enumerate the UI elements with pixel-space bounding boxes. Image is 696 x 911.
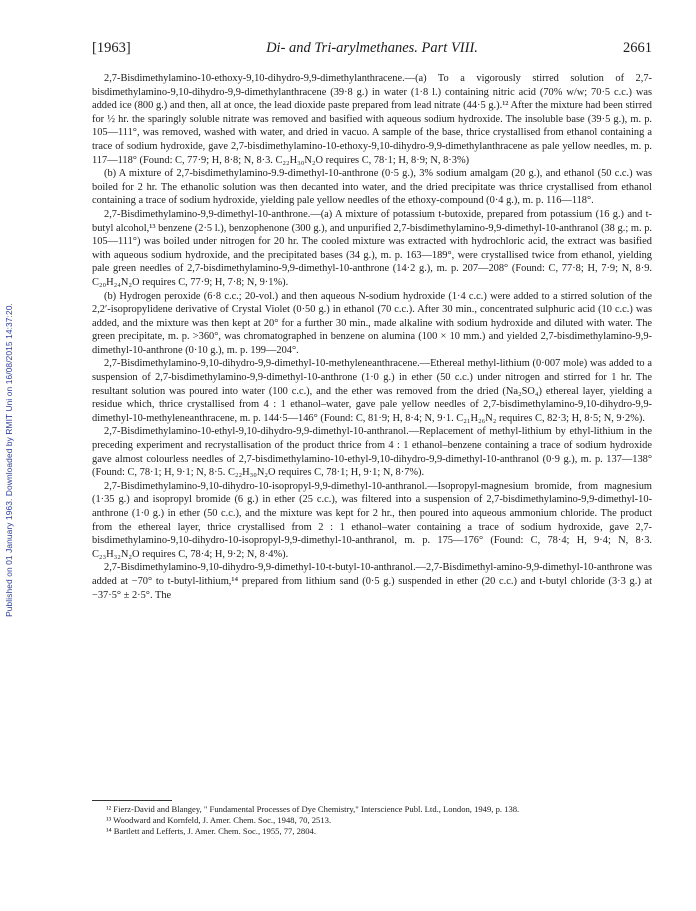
footnotes (92, 804, 652, 837)
paragraph: 2,7-Bisdimethylamino-9,9-dimethyl-10-anthrone.—(a) A mixture of potassium t-butoxide, prepared from potassium (16 g.) and t-butyl alcohol,¹³ benzene (2·5 l.), benzophenone (300 g.), and unpurified 2,7-bisdimethylamino-9,9-dimethyl-10-anthranol (38 g.; m. p. 105—111°) was boiled under nitrogen for 20 hr. The cooled mixture was extracted with hydrochloric acid, the extract was basified with aqueous sodium hydroxide, and the precipitated bases (34 g.), m. p. 163—189°, were crystallised twice from ethanol, yielding pale green needles of 2,7-bisdimethylamino-9,9-dimethyl-10-anthrone (14·2 g.), m. p. 207—208° (Found: C, 77·8; H, 7·9; N, 8·9. C₂₀H₂₄N₂O requires C, 77·9; H, 7·8; N, 9·1%). (92, 208, 652, 288)
provenance-text: Published on 01 January 1963. Downloaded by RMIT Uni on 16/08/2015 14:37:20. (4, 303, 14, 617)
paragraph: 2,7-Bisdimethylamino-9,10-dihydro-10-isopropyl-9,9-dimethyl-10-anthranol.—Isopropyl-magnesium bromide, from magnesium (1·35 g.) and isopropyl bromide (6 g.) in ether (25 c.c.), was filtered into a suspension of 2,7-bisdimethylamino-9,9-dimethyl-10-anthrone (1·0 g.) in ether (50 c.c.), and the mixture was kept for 2 hr., then poured into aqueous ammonium chloride. The product from the ethereal layer, thrice crystallised from 2 : 1 ethanol–water containing a trace of sodium hydroxide, gave 2,7-bisdimethylamino-9,10-dihydro-10-isopropyl-9,9-dimethyl-10-anthranol, m. p. 175—176° (Found: C, 78·4; H, 9·4; N, 8·3. C₂₃H₃₂N₂O requires C, 78·4; H, 9·2; N, 8·4%). (92, 480, 652, 560)
header-title: Di- and Tri-arylmethanes. Part VIII. (266, 40, 478, 56)
page-number: 2661 (623, 40, 652, 56)
paragraph: 2,7-Bisdimethylamino-9,10-dihydro-9,9-dimethyl-10-t-butyl-10-anthranol.—2,7-Bisdimethyl-amino-9,9-dimethyl-10-anthrone was added at −70° to t-butyl-lithium,¹⁴ prepared from lithium sand (0·5 g.) suspended in ether (20 c.c.) and t-butyl chloride (3·3 g.) at −37·5° ± 2·5°. The (92, 562, 653, 601)
body-text (92, 72, 652, 602)
running-header (92, 40, 652, 62)
footnote-13: ¹³ Woodward and Kornfeld, J. Amer. Chem. Soc., 1948, 70, 2513. (106, 815, 332, 826)
footnote-14: ¹⁴ Bartlett and Lefferts, J. Amer. Chem. Soc., 1955, 77, 2804. (106, 826, 316, 837)
paragraph: 2,7-Bisdimethylamino-10-ethyl-9,10-dihydro-9,9-dimethyl-10-anthranol.—Replacement of methyl-lithium by ethyl-lithium in the preceding experiment and recrystallisation of the product thrice from 4 : 1 ethanol–benzene containing a trace of sodium hydroxide gave almost colourless needles of 2,7-bisdimethylamino-10-ethyl-9,10-dihydro-9,9-dimethyl-10-anthranol (0·9 g.), m. p. 137—138° (Found: C, 78·1; H, 9·1; N, 8·5. C₂₂H₃₀N₂O requires C, 78·1; H, 9·1; N, 8·7%). (92, 426, 652, 479)
header-year: [1963] (92, 40, 131, 56)
footnote-divider (92, 800, 172, 801)
paragraph: (b) Hydrogen peroxide (6·8 c.c.; 20-vol.) and then aqueous N-sodium hydroxide (1·4 c.c.) were added to a stirred solution of the 2,2′-isopropylidene derivative of Crystal Violet (0·50 g.) in ethanol (70 c.c.). After 30 min., concentrated sulphuric acid (10 c.c.) was added, and the mixture was then kept at 20° for a further 30 min., made alkaline with sodium hydroxide and diluted with water. The green precipitate, m. p. >360°, was chromatographed in benzene on alumina (100 × 10 mm.) and yielded 2,7-bisdimethylamino-9,9-dimethyl-10-anthrone (0·10 g.), m. p. 199—204°. (92, 290, 652, 356)
paragraph: 2,7-Bisdimethylamino-9,10-dihydro-9,9-dimethyl-10-methyleneanthracene.—Ethereal methyl-lithium (0·007 mole) was added to a suspension of 2,7-bisdimethylamino-9,9-dimethyl-10-anthrone (1·0 g.) in ether (50 c.c.) under nitrogen and stirred for 1 hr. The resultant solution was poured into water (100 c.c.), and the ether was removed from the dried (Na₂SO₄) ethereal layer, yielding a residue which, thrice crystallised from 4 : 1 ethanol–water, gave pale yellow needles of 2,7-bisdimethylamino-9,10-dihydro-9,9-dimethyl-10-methyleneanthracene, m. p. 144·5—146° (Found: C, 81·9; H, 8·4; N, 9·1. C₂₁H₂₆N₂ requires C, 82·3; H, 8·5; N, 9·2%). (92, 358, 652, 424)
paragraph: (b) A mixture of 2,7-bisdimethylamino-9.9-dimethyl-10-anthrone (0·5 g.), 3% sodium amalgam (20 g.), and ethanol (50 c.c.) was boiled for 2 hr. The ethanolic solution was then decanted into water, and the dried precipitate was thrice crystallised from ethanol containing a trace of sodium hydroxide, yielding pale yellow needles of the ethoxy-compound (0·4 g.), m. p. 116—118°. (92, 168, 652, 207)
footnote-12: ¹² Fierz-David and Blangey, " Fundamental Processes of Dye Chemistry," Interscience Publ. Ltd., London, 1949, p. 138. (106, 804, 520, 814)
paragraph: 2,7-Bisdimethylamino-10-ethoxy-9,10-dihydro-9,9-dimethylanthracene.—(a) To a vigorously stirred solution of 2,7-bisdimethylamino-9,10-dihydro-9,9-dimethylanthracene (39·8 g.) in water (1·8 l.) containing nitric acid (70% w/w; 70·5 c.c.) was added ice (800 g.) and then, all at once, the lead dioxide paste prepared from lead nitrate (44·5 g.).¹² After the mixture had been stirred for ½ hr. the sparingly soluble nitrate was removed and basified with aqueous sodium hydroxide. The insoluble base (39·5 g.), m. p. 105—111°, was removed, washed with water, and dried in vacuo. A sample of the base, thrice crystallised from ethanol containing a trace of sodium hydroxide, gave 2,7-bisdimethylamino-10-ethoxy-9,10-dihydro-9,9-dimethylanthracene as pale yellow needles, m. p. 117—118° (Found: C, 77·9; H, 8·8; N, 8·3. C₂₂H₃₀N₂O requires C, 78·1; H, 8·9; N, 8·3%) (92, 73, 652, 166)
provenance-watermark (3, 140, 15, 780)
